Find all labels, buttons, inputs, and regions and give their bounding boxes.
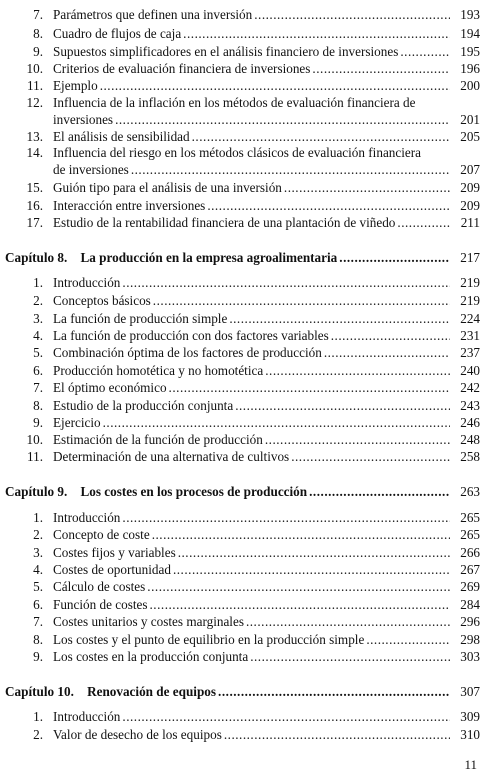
leader-dots	[284, 179, 450, 196]
leader-dots	[339, 249, 450, 266]
entry-number: 7.	[33, 380, 43, 395]
entry-title	[53, 214, 452, 231]
leader-dots	[122, 274, 450, 291]
chapter-title-text: Capítulo 9. Los costes en los procesos de producción	[5, 484, 308, 499]
page-ref: 248	[460, 432, 480, 447]
entry-number: 4.	[33, 562, 43, 577]
entry-title-text: Concepto de coste	[53, 527, 150, 542]
entry-title	[53, 397, 452, 414]
entry-number: 9.	[33, 44, 43, 59]
entry-title-text: Costes de oportunidad	[53, 562, 171, 577]
entry-title-text: Estimación de la función de producción	[53, 432, 263, 447]
entry-title-text: Combinación óptima de los factores de producción	[53, 345, 322, 360]
entry-title	[53, 77, 452, 94]
entry-number: 6.	[33, 363, 43, 378]
entry-number: 15.	[26, 180, 43, 195]
entry-title	[53, 43, 452, 60]
entry-number: 9.	[33, 649, 43, 664]
entry-title-text: Guión tipo para el análisis de una inversión	[53, 180, 282, 195]
entry-title	[53, 197, 452, 214]
page-ref: 265	[460, 527, 480, 542]
leader-dots	[150, 596, 451, 613]
leader-dots	[218, 683, 450, 700]
entry-title-text: Costes unitarios y costes marginales	[53, 614, 244, 629]
page-ref: 200	[460, 78, 480, 93]
leader-dots	[312, 60, 450, 77]
leader-dots	[235, 397, 450, 414]
entry-title	[53, 431, 452, 448]
entry-number: 11.	[27, 449, 43, 464]
page-ref: 219	[460, 275, 480, 290]
entry-number: 9.	[33, 415, 43, 430]
page-ref: 224	[460, 311, 480, 326]
entry-number: 2.	[33, 293, 43, 308]
entry-title-text: Interacción entre inversiones	[53, 198, 206, 213]
leader-dots	[115, 111, 450, 128]
page-ref: 237	[460, 345, 480, 360]
entry-title	[53, 526, 452, 543]
page-ref: 298	[460, 632, 480, 647]
entry-title	[53, 561, 452, 578]
page-ref: 310	[460, 727, 480, 742]
page-ref: 201	[460, 112, 480, 127]
entry-title-text: Producción homotética y no homotética	[53, 363, 264, 378]
entry-number: 2.	[33, 727, 43, 742]
leader-dots	[207, 197, 450, 214]
page-ref: 309	[460, 709, 480, 724]
entry-title-text: Los costes en la producción conjunta	[53, 649, 249, 664]
entry-title-text: Ejercicio	[53, 415, 101, 430]
entry-title-text: Función de costes	[53, 597, 148, 612]
leader-dots	[103, 414, 450, 431]
entry-title-text: Parámetros que definen una inversión	[53, 7, 253, 22]
entry-title-text: Criterios de evaluación financiera de inversiones	[53, 61, 311, 76]
entry-title-text: Influencia del riesgo en los métodos clásicos de evaluación financiera	[53, 145, 422, 160]
entry-title-text: Costes fijos y variables	[53, 545, 176, 560]
entry-number: 1.	[33, 275, 43, 290]
page-ref: 265	[460, 510, 480, 525]
entry-number: 13.	[26, 129, 43, 144]
leader-dots	[250, 648, 450, 665]
entry-title	[53, 544, 452, 561]
leader-dots	[169, 379, 450, 396]
entry-number: 1.	[33, 510, 43, 525]
chapter-title	[5, 483, 452, 500]
leader-dots	[229, 310, 450, 327]
entry-number: 10.	[26, 61, 43, 76]
page-ref: 284	[460, 597, 480, 612]
page-ref: 205	[460, 129, 480, 144]
entry-title	[53, 648, 452, 665]
entry-title	[53, 344, 452, 361]
entry-number: 2.	[33, 527, 43, 542]
entry-title-text: Estudio de la rentabilidad financiera de una plantación de viñedo	[53, 215, 396, 230]
page-ref: 211	[460, 215, 480, 230]
entry-number: 8.	[33, 398, 43, 413]
page-ref: 219	[460, 293, 480, 308]
chapter-title	[5, 683, 452, 700]
entry-number: 10.	[26, 432, 43, 447]
leader-dots	[265, 431, 450, 448]
entry-title	[53, 613, 452, 630]
leader-dots	[153, 292, 450, 309]
page-ref: 217	[460, 250, 480, 265]
entry-number: 8.	[33, 632, 43, 647]
entry-number: 3.	[33, 311, 43, 326]
entry-title	[53, 631, 452, 648]
entry-title	[53, 25, 452, 42]
entry-title-text: El óptimo económico	[53, 380, 167, 395]
entry-title-text: Cálculo de costes	[53, 579, 146, 594]
entry-title	[53, 310, 452, 327]
entry-title-text-line2: de inversiones	[53, 162, 129, 177]
entry-title-text: Determinación de una alternativa de cultivos	[53, 449, 290, 464]
entry-title-text: El análisis de sensibilidad	[53, 129, 190, 144]
entry-title-text: Los costes y el punto de equilibrio en la producción simple	[53, 632, 365, 647]
entry-title-text-line2: inversiones	[53, 112, 114, 127]
entry-number: 1.	[33, 709, 43, 724]
entry-title	[53, 596, 452, 613]
leader-dots	[173, 561, 450, 578]
entry-title	[53, 128, 452, 145]
entry-number: 16.	[26, 198, 43, 213]
entry-title	[53, 509, 452, 526]
entry-number: 6.	[33, 597, 43, 612]
leader-dots	[366, 631, 450, 648]
entry-number: 5.	[33, 345, 43, 360]
page-ref: 196	[460, 61, 480, 76]
leader-dots	[309, 483, 450, 500]
entry-title	[53, 292, 452, 309]
entry-title	[53, 362, 452, 379]
leader-dots	[183, 25, 450, 42]
page-ref: 231	[460, 328, 480, 343]
entry-number: 14.	[26, 145, 43, 160]
page-ref: 263	[460, 484, 480, 499]
page-ref: 266	[460, 545, 480, 560]
page-ref: 240	[460, 363, 480, 378]
entry-title-text: Ejemplo	[53, 78, 98, 93]
page-ref: 246	[460, 415, 480, 430]
entry-title	[53, 578, 452, 595]
leader-dots	[100, 77, 450, 94]
entry-number: 3.	[33, 545, 43, 560]
entry-title-continuation	[53, 111, 452, 128]
entry-number: 4.	[33, 328, 43, 343]
page-ref: 194	[460, 26, 480, 41]
entry-title	[53, 726, 452, 743]
page-number: 11	[464, 757, 477, 772]
entry-title-text: La función de producción simple	[53, 311, 228, 326]
leader-dots	[291, 448, 450, 465]
page-ref: 209	[460, 180, 480, 195]
entry-title-text: Introducción	[53, 510, 121, 525]
leader-dots	[122, 509, 450, 526]
leader-dots	[254, 6, 450, 23]
leader-dots	[147, 578, 450, 595]
entry-title-text: Valor de desecho de los equipos	[53, 727, 222, 742]
chapter-title-text: Capítulo 8. La producción en la empresa agroalimentaria	[5, 250, 338, 265]
page-ref: 303	[460, 649, 480, 664]
entry-title-text: Supuestos simplificadores en el análisis financiero de inversiones	[53, 44, 399, 59]
entry-title-text: Influencia de la inflación en los métodos de evaluación financiera de	[53, 95, 416, 110]
leader-dots	[331, 327, 450, 344]
entry-number: 5.	[33, 579, 43, 594]
entry-number: 7.	[33, 7, 43, 22]
entry-title	[53, 6, 452, 23]
entry-title	[53, 179, 452, 196]
leader-dots	[324, 344, 450, 361]
page-ref: 296	[460, 614, 480, 629]
page-ref: 307	[460, 684, 480, 699]
entry-title	[53, 414, 452, 431]
entry-number: 12.	[26, 95, 43, 110]
leader-dots	[178, 544, 450, 561]
page-ref: 207	[460, 162, 480, 177]
entry-title-text: La función de producción con dos factores variables	[53, 328, 329, 343]
entry-number: 8.	[33, 26, 43, 41]
leader-dots	[152, 526, 450, 543]
leader-dots	[246, 613, 450, 630]
leader-dots	[122, 708, 450, 725]
entry-title-continuation	[53, 161, 452, 178]
page-ref: 267	[460, 562, 480, 577]
entry-title-text: Introducción	[53, 275, 121, 290]
leader-dots	[131, 161, 450, 178]
entry-title-text: Cuadro de flujos de caja	[53, 26, 182, 41]
page-ref: 195	[460, 44, 480, 59]
entry-title	[53, 379, 452, 396]
leader-dots	[224, 726, 450, 743]
page-ref: 193	[460, 7, 480, 22]
leader-dots	[192, 128, 450, 145]
page-ref: 209	[460, 198, 480, 213]
chapter-title-text: Capítulo 10. Renovación de equipos	[5, 684, 217, 699]
entry-title-text: Conceptos básicos	[53, 293, 151, 308]
entry-title-text: Introducción	[53, 709, 121, 724]
page-ref: 242	[460, 380, 480, 395]
chapter-title	[5, 249, 452, 266]
entry-title	[53, 94, 452, 111]
page-ref: 243	[460, 398, 480, 413]
entry-title-text: Estudio de la producción conjunta	[53, 398, 234, 413]
entry-title	[53, 327, 452, 344]
entry-title	[53, 274, 452, 291]
leader-dots	[265, 362, 450, 379]
entry-number: 17.	[26, 215, 43, 230]
entry-number: 11.	[27, 78, 43, 93]
entry-title	[53, 448, 452, 465]
page-ref: 269	[460, 579, 480, 594]
entry-title	[53, 708, 452, 725]
entry-number: 7.	[33, 614, 43, 629]
entry-title	[53, 60, 452, 77]
page-ref: 258	[460, 449, 480, 464]
entry-title	[53, 144, 452, 161]
